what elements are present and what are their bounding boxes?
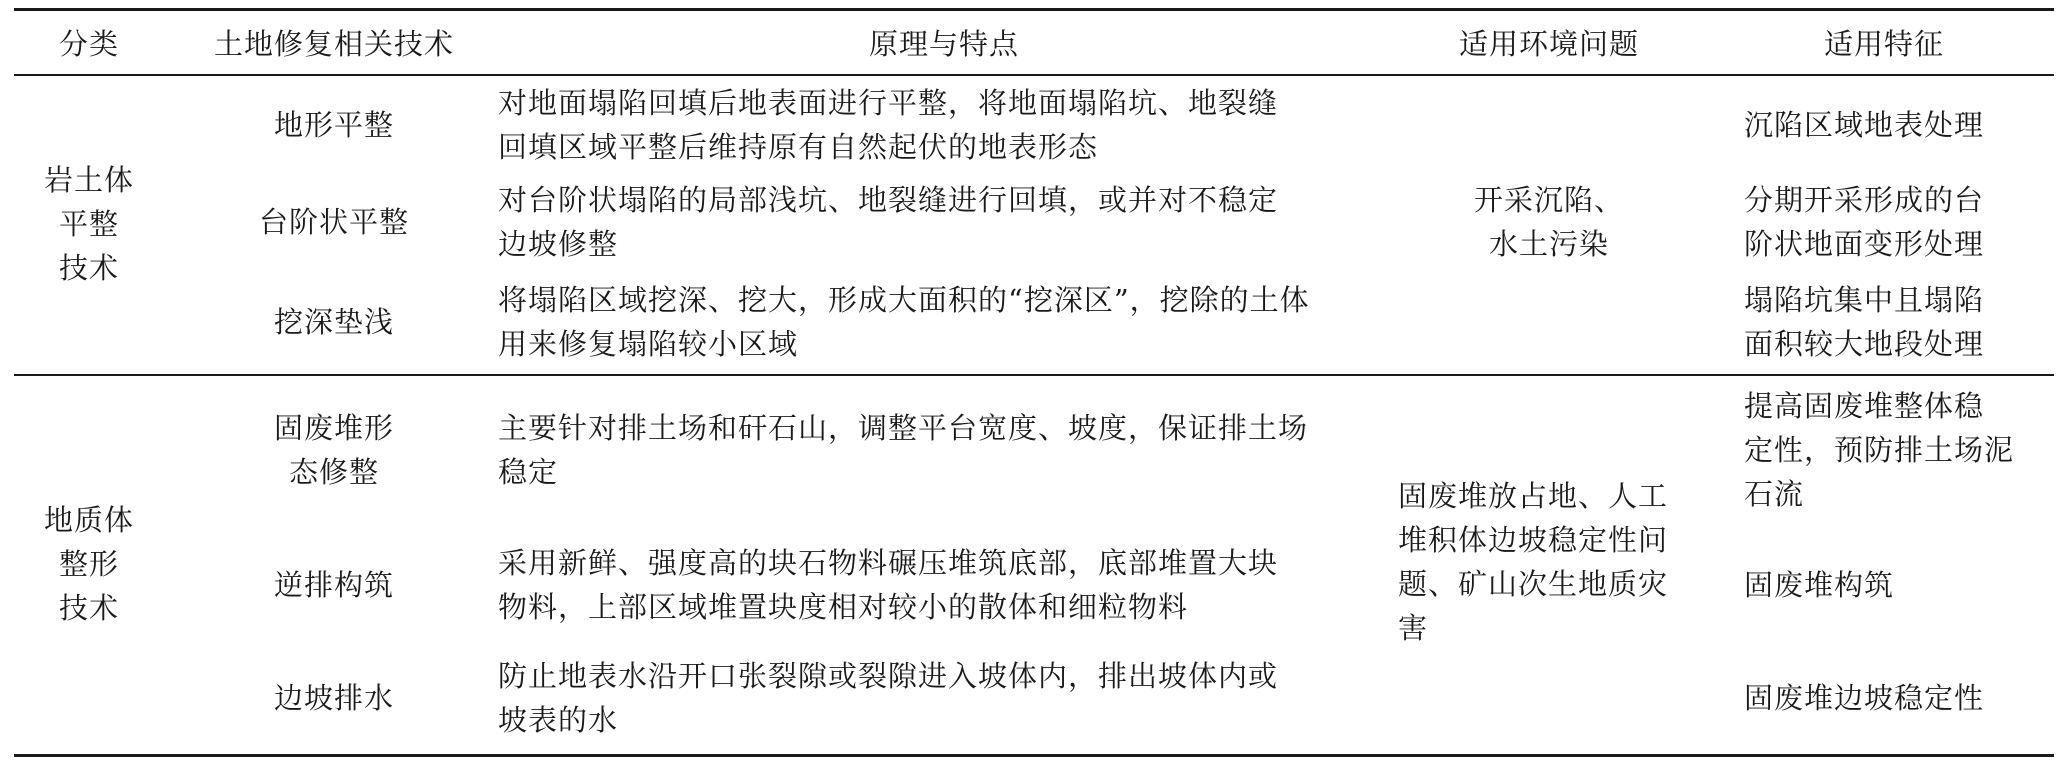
technology-line: 边坡排水 — [273, 681, 394, 715]
environment-line: 题、矿山次生地质灾 — [1398, 567, 1669, 601]
technology-line: 台阶状平整 — [258, 205, 409, 239]
technology-cell — [164, 406, 504, 494]
group-divider-rule — [14, 374, 2054, 376]
principle-line: 采用新鲜、强度高的块石物料碾压堆筑底部，底部堆置大块 — [498, 546, 1279, 580]
technology-line: 态修整 — [288, 455, 379, 489]
category-line: 岩土体 — [43, 163, 134, 197]
principle-line: 对台阶状塌陷的局部浅坑、地裂缝进行回填，或并对不稳定 — [498, 183, 1279, 217]
category-line: 整形 — [58, 547, 119, 581]
feature-cell — [1744, 676, 2054, 720]
category-line: 平整 — [58, 207, 119, 241]
principle-line: 稳定 — [498, 455, 559, 489]
principle-line: 边坡修整 — [498, 227, 619, 261]
category-line: 地质体 — [43, 503, 134, 537]
data-table — [14, 8, 2054, 758]
principle-cell — [498, 278, 1378, 366]
technology-cell — [164, 200, 504, 244]
environment-line: 水土污染 — [1488, 227, 1609, 261]
feature-line: 面积较大地段处理 — [1744, 327, 1985, 361]
feature-cell — [1744, 563, 2054, 607]
feature-line: 固废堆构筑 — [1744, 568, 1895, 602]
feature-cell — [1744, 278, 2054, 366]
feature-cell — [1744, 178, 2054, 266]
category-line: 技术 — [58, 251, 119, 285]
category-cell — [14, 498, 164, 630]
feature-line: 定性，预防排土场泥 — [1744, 433, 2015, 467]
header-principle: 原理与特点 — [868, 27, 1019, 61]
feature-line: 塌陷坑集中且塌陷 — [1744, 283, 1985, 317]
feature-line: 石流 — [1744, 477, 1805, 511]
principle-cell — [498, 654, 1378, 742]
feature-cell — [1744, 384, 2054, 516]
principle-cell — [498, 541, 1378, 629]
principle-line: 防止地表水沿开口张裂隙或裂隙进入坡体内，排出坡体内或 — [498, 659, 1279, 693]
technology-cell — [164, 300, 504, 344]
principle-line: 将塌陷区域挖深、挖大，形成大面积的“挖深区”，挖除的土体 — [498, 283, 1310, 317]
technology-line: 逆排构筑 — [273, 568, 394, 602]
header-feature: 适用特征 — [1823, 27, 1944, 61]
category-cell — [14, 158, 164, 290]
header-environment: 适用环境问题 — [1458, 27, 1639, 61]
feature-cell — [1744, 103, 2054, 147]
technology-line: 固废堆形 — [273, 411, 394, 445]
environment-line: 堆积体边坡稳定性问 — [1398, 523, 1669, 557]
principle-line: 物料，上部区域堆置块度相对较小的散体和细粒物料 — [498, 590, 1189, 624]
technology-line: 挖深垫浅 — [273, 305, 394, 339]
environment-line: 固废堆放占地、人工 — [1398, 479, 1669, 513]
environment-cell — [1384, 178, 1714, 266]
environment-line: 开采沉陷、 — [1473, 183, 1624, 217]
principle-line: 用来修复塌陷较小区域 — [498, 327, 799, 361]
feature-line: 沉陷区域地表处理 — [1744, 108, 1985, 142]
technology-cell — [164, 563, 504, 607]
technology-cell — [164, 676, 504, 720]
table-bottom-rule — [14, 754, 2054, 757]
principle-line: 主要针对排土场和矸石山，调整平台宽度、坡度，保证排土场 — [498, 411, 1309, 445]
principle-line: 坡表的水 — [498, 703, 619, 737]
feature-line: 固废堆边坡稳定性 — [1744, 681, 1985, 715]
principle-cell — [498, 406, 1378, 494]
environment-line: 害 — [1398, 611, 1429, 645]
environment-cell — [1398, 474, 1714, 650]
header-category: 分类 — [58, 27, 119, 61]
principle-cell — [498, 81, 1378, 169]
feature-line: 分期开采形成的台 — [1744, 183, 1985, 217]
technology-line: 地形平整 — [273, 108, 394, 142]
principle-line: 回填区域平整后维持原有自然起伏的地表形态 — [498, 130, 1099, 164]
header-rule — [14, 74, 2054, 76]
principle-cell — [498, 178, 1378, 266]
header-technology: 土地修复相关技术 — [213, 27, 454, 61]
category-line: 技术 — [58, 591, 119, 625]
feature-line: 阶状地面变形处理 — [1744, 227, 1985, 261]
feature-line: 提高固废堆整体稳 — [1744, 389, 1985, 423]
principle-line: 对地面塌陷回填后地表面进行平整，将地面塌陷坑、地裂缝 — [498, 86, 1279, 120]
technology-cell — [164, 103, 504, 147]
